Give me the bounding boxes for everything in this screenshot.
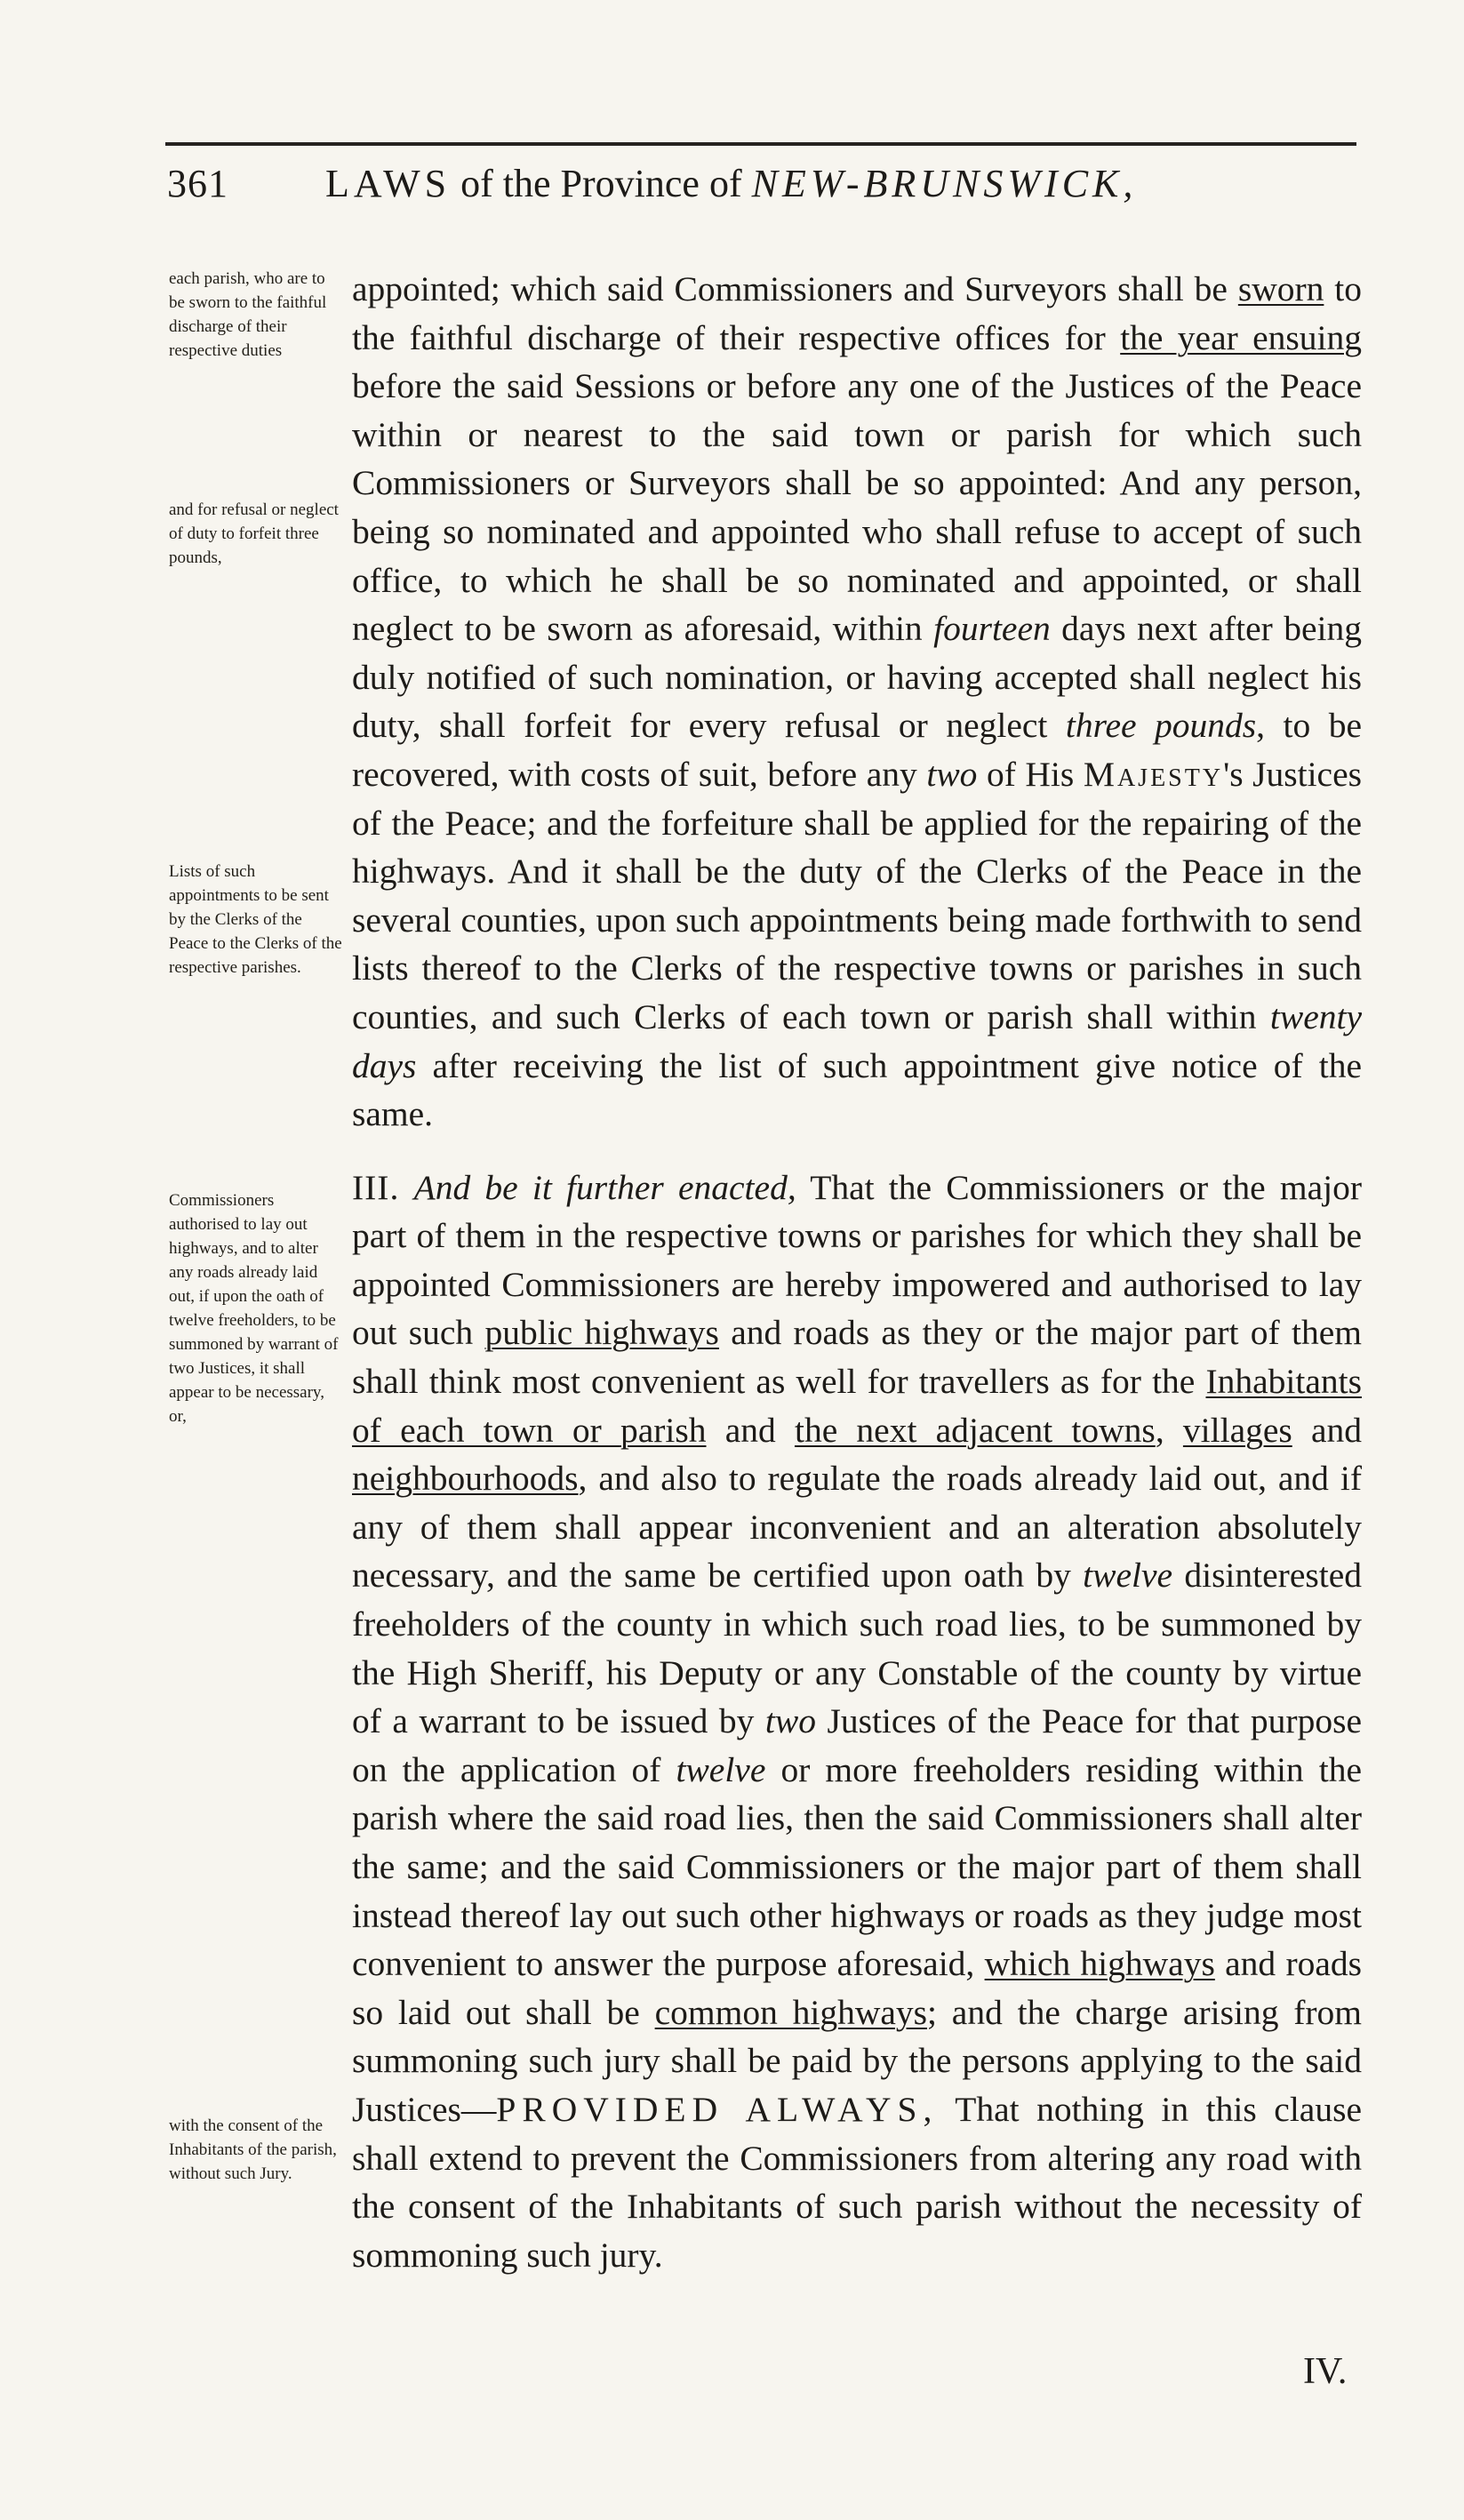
title-province-of: Province of — [560, 162, 742, 205]
underline-inhabitants: Inhabitants — [1205, 1362, 1362, 1402]
underline-each-town: of each town or parish — [352, 1410, 707, 1450]
enacting-clause: And be it further enacted, — [413, 1167, 796, 1207]
underline-public-highways: public highways — [484, 1313, 719, 1353]
paragraph-appointment: appointed; which said Commissioners and Surveyors shall be sworn to the faithful discharge of their respective offices for the year ensuing before the said Sessions or before any one of the Justices of the Peace within or nearest to the said town or parish for which such Commissioners or Surveyors shall be so appointed: And any person, being so nominated and appointed who shall refuse to accept of such office, to which he shall be so nominated and appointed, or shall neglect to be sworn as aforesaid, within fourteen days next after being duly notified of such nomination, or having accepted shall neglect his duty, shall forfeit for every refusal or neglect three pounds, to be recovered, with costs of suit, before any two of His Majesty's Justices of the Peace; and the forfeiture shall be applied for the repairing of the highways. And it shall be the duty of the Clerks of the Peace in the several counties, upon such appointments being made forthwith to send lists thereof to the Clerks of the respective towns or parishes in such counties, and such Clerks of each town or parish shall within twenty days after receiving the list of such appointment give notice of the same. — [352, 269, 1362, 1134]
margin-note-consent: with the consent of the Inhabitants of the parish, without such Jury. — [169, 2116, 337, 2183]
underline-which-highways: which highways — [984, 1944, 1215, 1984]
underline-year-ensuing: the year ensuing — [1120, 317, 1362, 357]
margin-note-commissioners: Commissioners authorised to lay out highways, and to alter any roads already laid out, if upon the oath of twelve freeholders, to be summoned by warrant of two Justices, it shall appear to be necessary, or, — [169, 1191, 339, 1426]
page-title — [325, 153, 1137, 215]
page-number: 361 — [167, 162, 228, 205]
header-rule — [165, 142, 1356, 146]
underline-common-highways: common highways — [654, 1992, 928, 2032]
title-province-name: NEW-BRUNSWICK, — [751, 162, 1138, 205]
body-text — [352, 265, 1362, 2279]
title-of-the: of the — [460, 162, 551, 205]
catchword: IV. — [1303, 2351, 1348, 2392]
section-number: III. — [352, 1167, 400, 1207]
paragraph-section-iii: III. And be it further enacted, That the Commissioners or the major part of them in the respective towns or parishes for which they shall be appointed Commissioners are hereby impowered and authorised to lay out such public highways and roads as they or the major part of them shall think most convenient as well for travellers as for the Inhabitants of each town or parish and the next adjacent towns, villages and neighbourhoods, and also to regulate the roads already laid out, and if any of them shall appear inconvenient and an alteration absolutely necessary, and the same be certified upon oath by twelve disinterested freeholders of the county in which such road lies, to be summoned by the High Sheriff, his Deputy or any Constable of the county by virtue of a warrant to be issued by two Justices of the Peace for that purpose on the application of twelve or more freeholders residing within the parish where the said road lies, then the said Commissioners shall alter the same; and the said Commissioners or the major part of them shall instead thereof lay out such other highways or roads as they judge most convenient to answer the purpose aforesaid, which highways and roads so laid out shall be common highways; and the charge arising from summoning such jury shall be paid by the persons applying to the said Justices—PROVIDED ALWAYS, That nothing in this clause shall extend to prevent the Commissioners from altering any road with the consent of the Inhabitants of such parish without the necessity of sommoning such jury. — [352, 1167, 1363, 2275]
proviso: PROVIDED ALWAYS, — [496, 2089, 939, 2129]
margin-note-sworn: each parish, who are to be sworn to the faithful discharge of their respective duties — [169, 269, 327, 360]
underline-neighbourhoods: neighbourhoods — [352, 1459, 579, 1499]
underline-villages: villages — [1182, 1410, 1292, 1450]
margin-note-forfeit: and for refusal or neglect of duty to forfeit three pounds, — [169, 500, 339, 567]
title-laws: LAWS — [325, 162, 452, 205]
running-head — [167, 153, 1358, 215]
underline-sworn: sworn — [1237, 269, 1324, 308]
underline-adjacent-towns: the next adjacent towns — [794, 1410, 1156, 1450]
margin-note-lists: Lists of such appointments to be sent by the Clerks of the Peace to the Clerks of the respective parishes. — [169, 862, 342, 977]
